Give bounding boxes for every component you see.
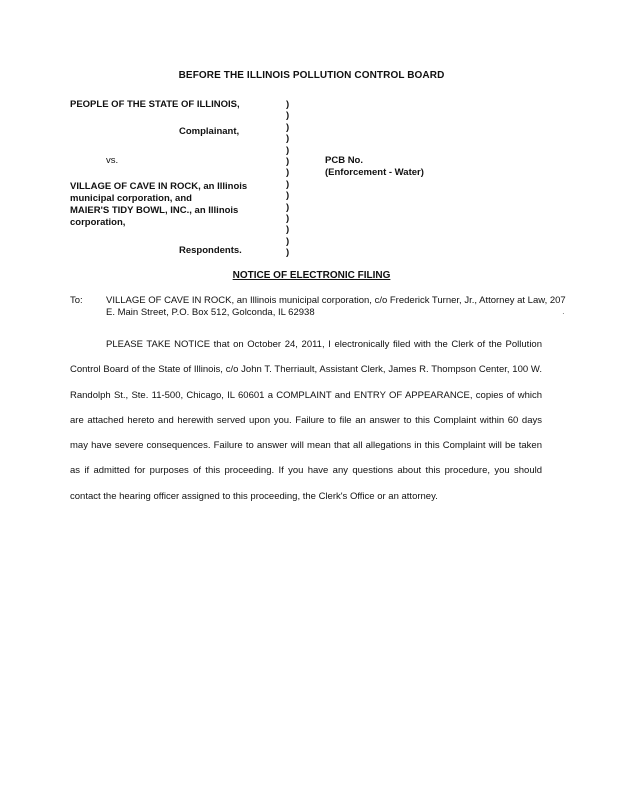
- caption-paren: ): [286, 212, 290, 224]
- plaintiff-name: PEOPLE OF THE STATE OF ILLINOIS,: [70, 99, 240, 110]
- defendant-role: Respondents.: [179, 245, 242, 256]
- caption-paren: ): [286, 110, 290, 122]
- defendant-line-3: MAIER'S TIDY BOWL, INC., an Illinois: [70, 205, 239, 216]
- caption-paren: ): [286, 247, 290, 259]
- to-address: VILLAGE OF CAVE IN ROCK, an Illinois municipal corporation, c/o Frederick Turner, Jr., Attorney at Law, 207 E. Main Street, P.O. Box 512, Golconda, IL 62938: [106, 295, 566, 318]
- notice-title: NOTICE OF ELECTRONIC FILING: [232, 270, 391, 281]
- caption-paren-column: [286, 99, 294, 258]
- notice-body: PLEASE TAKE NOTICE that on October 24, 2011, I electronically filed with the Clerk of the Pollution Control Board of the State of Illinois, c/o John T. Therriault, Assistant Clerk, James R. Thompson Center, 100 W. Randolph St., Ste. 11-500, Chicago, IL 60601 a COMPLAINT and ENTRY OF APPEARANCE, copies of which are attached hereto and herewith served upon you. Failure to file an answer to this Complaint within 60 days may have severe consequences. Failure to answer will mean that all allegations in this Complaint will be taken as if admitted for purposes of this proceeding. If you have any questions about this procedure, you should contact the hearing officer assigned to this proceeding, the Clerk's Office or an attorney.: [70, 339, 542, 502]
- case-number-label: PCB No.: [325, 155, 363, 166]
- caption-paren: ): [286, 178, 290, 190]
- caption-paren: ): [286, 167, 290, 179]
- scan-artifact-dot: ·: [562, 309, 565, 318]
- defendant-line-4: corporation,: [70, 217, 126, 228]
- caption-paren: ): [286, 235, 290, 247]
- to-label: To:: [70, 295, 83, 306]
- caption-paren: ): [286, 155, 290, 167]
- defendant-line-1: VILLAGE OF CAVE IN ROCK, an Illinois: [70, 181, 248, 192]
- plaintiff-role: Complainant,: [179, 126, 240, 137]
- caption-paren: ): [286, 224, 290, 236]
- board-heading: BEFORE THE ILLINOIS POLLUTION CONTROL BOARD: [178, 70, 445, 81]
- caption-paren: ): [286, 133, 290, 145]
- caption-paren: ): [286, 121, 290, 133]
- caption-paren: ): [286, 144, 290, 156]
- case-type: (Enforcement - Water): [325, 167, 424, 178]
- caption-paren: ): [286, 99, 290, 110]
- defendant-line-2: municipal corporation, and: [70, 193, 192, 204]
- versus-label: vs.: [106, 155, 119, 166]
- caption-paren: ): [286, 190, 290, 202]
- caption-paren: ): [286, 201, 290, 213]
